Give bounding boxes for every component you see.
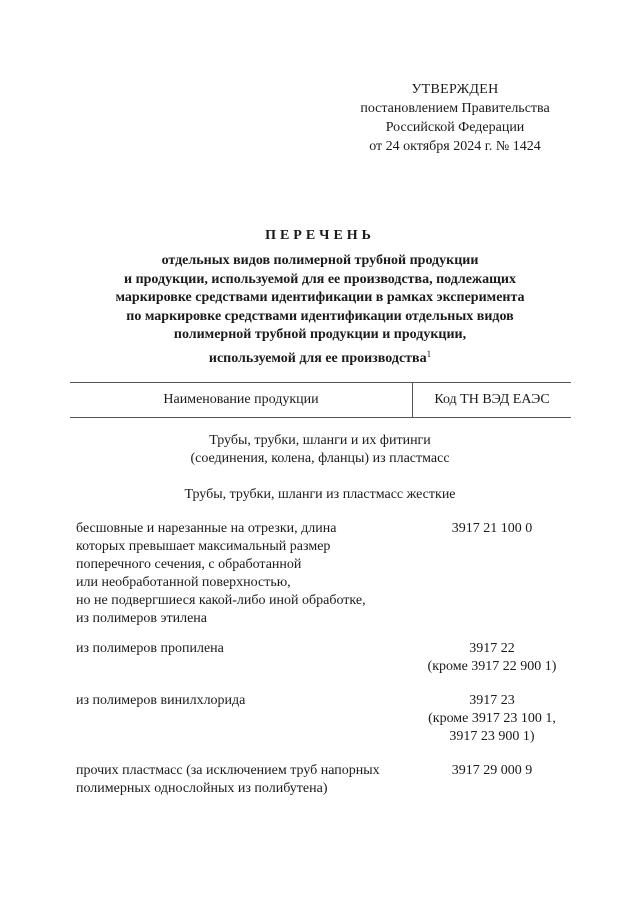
table-header xyxy=(70,382,571,418)
subtitle-line: маркировке средствами идентификации в рамках эксперимента xyxy=(115,290,525,305)
approval-text: постановлением Правительства xyxy=(360,101,550,116)
product-name-line: полимерных однослойных из полибутена) xyxy=(76,781,328,796)
subtitle-line-text: используемой для ее производства xyxy=(208,350,427,366)
product-name xyxy=(76,640,416,658)
subsection-heading-line: Трубы, трубки, шланги из пластмасс жесткие xyxy=(184,487,456,502)
footnote-marker: 1 xyxy=(426,348,432,359)
subtitle-line: и продукции, используемой для ее производства, подлежащих xyxy=(124,271,516,287)
product-name-line: которых превышает максимальный размер xyxy=(76,539,331,554)
product-code xyxy=(412,640,572,676)
product-code-line: 3917 23 xyxy=(469,693,515,708)
approval-block xyxy=(340,80,570,156)
subtitle-line: отдельных видов полимерной трубной продукции xyxy=(161,253,479,268)
product-code-line: 3917 21 100 0 xyxy=(451,521,533,536)
approval-date: от 24 октября 2024 г. № 1424 xyxy=(369,139,541,154)
column-header-code: Код ТН ВЭД ЕАЭС xyxy=(434,392,550,407)
document-title: ПЕРЕЧЕНЬ xyxy=(265,228,375,243)
section-heading xyxy=(70,432,570,468)
product-code-line: 3917 23 900 1) xyxy=(449,729,535,744)
product-code-line: 3917 29 000 9 xyxy=(451,763,533,778)
document-subtitle xyxy=(70,252,570,368)
product-code-line: 3917 22 xyxy=(469,641,515,656)
product-code-line: (кроме 3917 23 100 1, xyxy=(428,711,556,726)
product-name-line: из полимеров пропилена xyxy=(76,641,224,656)
subtitle-line: по маркировке средствами идентификации отдельных видов xyxy=(126,308,514,324)
section-heading-line: Трубы, трубки, шланги и их фитинги xyxy=(209,433,431,448)
product-code xyxy=(412,692,572,746)
product-name-line: или необработанной поверхностью, xyxy=(76,575,291,590)
subtitle-line xyxy=(70,345,570,369)
product-name-line: поперечного сечения, с обработанной xyxy=(76,557,302,572)
product-name-line: из полимеров этилена xyxy=(76,611,208,626)
product-name-line: бесшовные и нарезанные на отрезки, длина xyxy=(76,521,337,536)
subsection-heading xyxy=(70,486,570,504)
product-name-line: из полимеров винилхлорида xyxy=(76,693,246,708)
approval-text: Российской Федерации xyxy=(385,120,525,135)
section-heading-line: (соединения, колена, фланцы) из пластмасс xyxy=(190,451,450,466)
product-code xyxy=(412,762,572,780)
product-name-line: но не подвергшиеся какой-либо иной обработке, xyxy=(76,593,366,608)
product-name xyxy=(76,762,416,798)
product-code-line: (кроме 3917 22 900 1) xyxy=(427,659,557,674)
product-code xyxy=(412,520,572,538)
subtitle-line: полимерной трубной продукции и продукции, xyxy=(173,327,467,342)
approval-heading: УТВЕРЖДЕН xyxy=(411,82,499,97)
column-header-name: Наименование продукции xyxy=(70,383,413,417)
product-name xyxy=(76,692,416,710)
product-name-line: прочих пластмасс (за исключением труб напорных xyxy=(76,763,380,778)
product-name xyxy=(76,520,416,628)
